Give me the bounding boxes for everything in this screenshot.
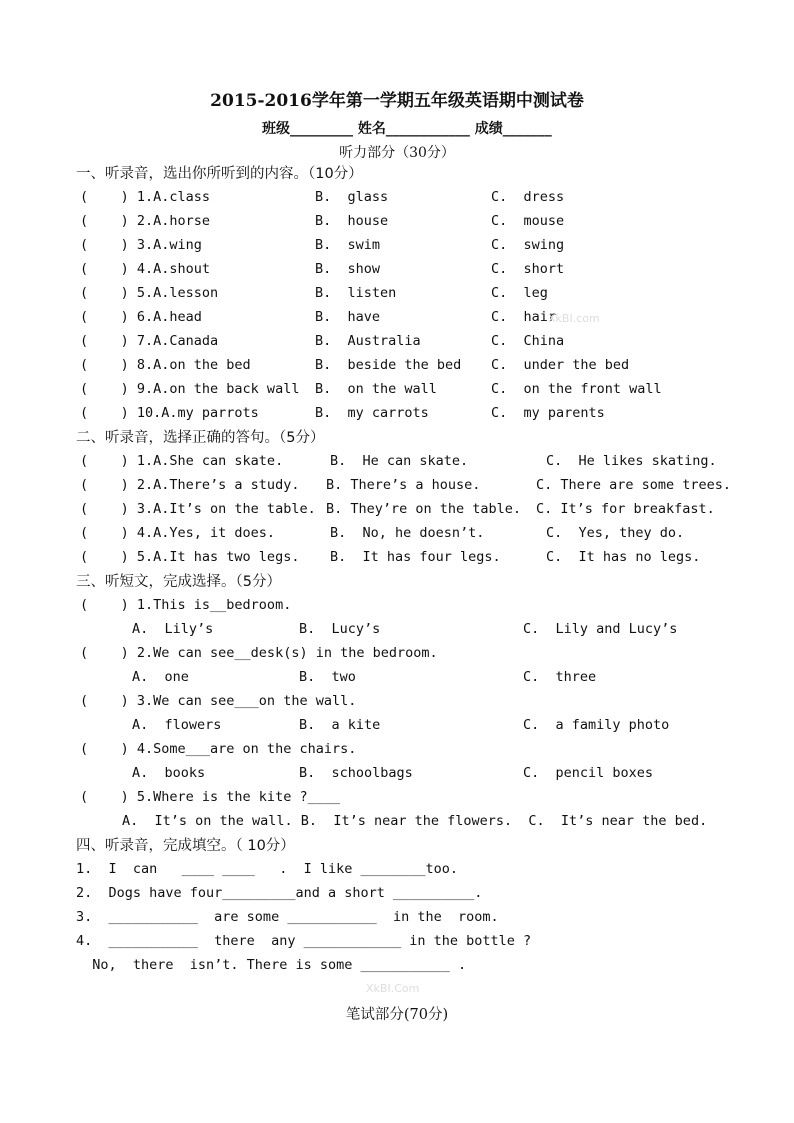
question-option-c: C. hair — [491, 309, 557, 325]
question-option-a: ( ) 6.A.head — [80, 309, 202, 325]
question-option-c: C. mouse — [491, 213, 565, 229]
fill-in-line: 1. I can ____ ____ . I like ________too. — [76, 861, 459, 877]
exam-title: 2015-2016学年第一学期五年级英语期中测试卷 — [210, 91, 584, 111]
question-option-c: C. leg — [491, 285, 548, 301]
question-option-b: B. beside the bed — [315, 357, 462, 373]
question-option-a: ( ) 3.A.It’s on the table. — [80, 501, 316, 517]
question-option-a: ( ) 5.A.It has two legs. — [80, 549, 300, 565]
question-option-b: B. house — [315, 213, 389, 229]
section-3-q5-options: A. It’s on the wall. B. It’s near the flowers. C. It’s near the bed. — [122, 813, 708, 829]
question-option-b: B. my carrots — [315, 405, 429, 421]
fill-in-line: No, there isn’t. There is some ___________ . — [76, 957, 467, 973]
question-option-a: ( ) 4.A.Yes, it does. — [80, 525, 276, 541]
question-option-c: C. my parents — [491, 405, 605, 421]
question-option-a: ( ) 1.A.class — [80, 189, 211, 205]
question-option-a: A. flowers — [132, 717, 222, 733]
question-option-b: B. He can skate. — [330, 453, 469, 469]
question-option-b: B. on the wall — [315, 381, 437, 397]
question-option-c: C. pencil boxes — [523, 765, 654, 781]
question-option-a: ( ) 5.A.lesson — [80, 285, 219, 301]
question-option-c: C. dress — [491, 189, 565, 205]
written-header: 笔试部分(70分) — [345, 1007, 449, 1023]
question-option-b: B. There’s a house. — [326, 477, 481, 493]
question-option-b: B. Lucy’s — [299, 621, 381, 637]
section-2-heading: 二、听录音，选择正确的答句。（5分） — [76, 430, 325, 446]
question-stem: ( ) 1.This is__bedroom. — [80, 597, 292, 613]
question-option-c: C. a family photo — [523, 717, 670, 733]
question-option-b: B. It has four legs. — [330, 549, 501, 565]
question-option-c: C. China — [491, 333, 565, 349]
question-option-a: A. Lily’s — [132, 621, 214, 637]
question-option-b: B. No, he doesn’t. — [330, 525, 485, 541]
question-option-a: ( ) 1.A.She can skate. — [80, 453, 284, 469]
question-option-b: B. have — [315, 309, 381, 325]
question-option-b: B. a kite — [299, 717, 381, 733]
watermark-text: XkBI.com — [548, 312, 600, 325]
question-option-b: B. two — [299, 669, 356, 685]
question-option-b: B. schoolbags — [299, 765, 413, 781]
question-option-a: A. books — [132, 765, 206, 781]
question-option-b: B. Australia — [315, 333, 421, 349]
question-option-c: C. He likes skating. — [546, 453, 717, 469]
question-option-a: ( ) 3.A.wing — [80, 237, 202, 253]
question-option-c: C. three — [523, 669, 597, 685]
section-3-q5: ( ) 5.Where is the kite ?____ — [80, 789, 341, 805]
question-option-c: C. under the bed — [491, 357, 630, 373]
question-option-a: ( ) 9.A.on the back wall — [80, 381, 300, 397]
question-option-a: ( ) 10.A.my parrots — [80, 405, 259, 421]
question-option-b: B. listen — [315, 285, 397, 301]
section-4-heading: 四、听录音，完成填空。（ 10分） — [76, 838, 295, 854]
fill-in-line: 4. ___________ there any ____________ in the bottle ? — [76, 933, 532, 949]
question-option-c: C. Lily and Lucy’s — [523, 621, 678, 637]
question-option-c: C. It’s for breakfast. — [536, 501, 715, 517]
watermark-text: XkBI.Com — [366, 982, 420, 995]
question-option-b: B. glass — [315, 189, 389, 205]
question-option-a: ( ) 2.A.There’s a study. — [80, 477, 300, 493]
section-1-heading: 一、听录音，选出你所听到的内容。（10分） — [76, 166, 363, 182]
question-option-c: C. swing — [491, 237, 565, 253]
fill-in-line: 3. ___________ are some ___________ in the room. — [76, 909, 499, 925]
question-option-a: ( ) 2.A.horse — [80, 213, 211, 229]
question-option-a: ( ) 4.A.shout — [80, 261, 211, 277]
question-option-c: C. There are some trees. — [536, 477, 732, 493]
question-stem: ( ) 2.We can see__desk(s) in the bedroom. — [80, 645, 438, 661]
question-stem: ( ) 3.We can see___on the wall. — [80, 693, 357, 709]
question-option-c: C. on the front wall — [491, 381, 662, 397]
section-3-heading: 三、听短文，完成选择。（5分） — [76, 574, 281, 590]
question-stem: ( ) 4.Some___are on the chairs. — [80, 741, 357, 757]
fill-in-line: 2. Dogs have four_________and a short __________. — [76, 885, 483, 901]
question-option-c: C. short — [491, 261, 565, 277]
question-option-c: C. Yes, they do. — [546, 525, 685, 541]
listening-header: 听力部分（30分） — [339, 145, 455, 161]
question-option-b: B. show — [315, 261, 381, 277]
question-option-a: ( ) 8.A.on the bed — [80, 357, 251, 373]
question-option-c: C. It has no legs. — [546, 549, 701, 565]
student-info-line: 班级_________ 姓名____________ 成绩_______ — [262, 121, 552, 137]
question-option-b: B. They’re on the table. — [326, 501, 522, 517]
question-option-a: A. one — [132, 669, 189, 685]
question-option-a: ( ) 7.A.Canada — [80, 333, 219, 349]
question-option-b: B. swim — [315, 237, 381, 253]
